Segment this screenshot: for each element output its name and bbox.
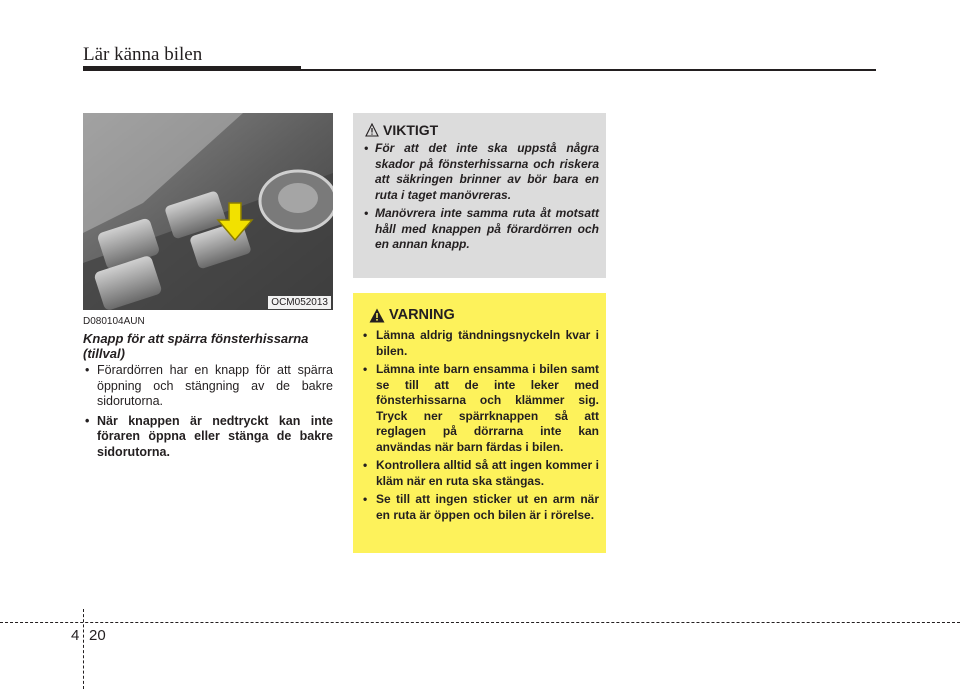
- notice-list: [362, 141, 599, 256]
- warning-heading: VARNING: [389, 307, 455, 323]
- chapter-number: 4: [71, 627, 80, 644]
- footer-divider: [83, 609, 84, 689]
- warning-item: • Se till att ingen sticker ut en arm när en ruta är öppen och bilen är i rörelse.: [361, 492, 599, 523]
- section-bullet: • Förardörren har en knapp för att spärra öppning och stängning av de bakre sidorutorna.: [83, 363, 333, 410]
- notice-box: [353, 113, 606, 278]
- header-rule-thick: [83, 66, 301, 71]
- page-number: 20: [89, 627, 106, 644]
- door-switch-photo: [83, 113, 333, 310]
- photo-code: OCM052013: [268, 296, 331, 309]
- section-title: Knapp för att spärra fönsterhissarna (tillval): [83, 331, 309, 361]
- warning-box: [353, 293, 606, 553]
- notice-item: • För att det inte ska uppstå några skador på fönsterhissarna och riskera att säkringen brinner av bör bara en ruta i taget manövreras.: [362, 141, 599, 203]
- caution-icon: [365, 123, 379, 137]
- page-header-title: Lär känna bilen: [83, 44, 203, 65]
- notice-heading: VIKTIGT: [383, 122, 439, 138]
- warning-item: • Lämna aldrig tändningsnyckeln kvar i bilen.: [361, 328, 599, 359]
- warning-list: [361, 328, 599, 526]
- warning-item: • Lämna inte barn ensamma i bilen samt se till att de inte leker med fönsterhissarna och klämmer sig. Tryck ner spärrknappen så att reglagen på dörrarna inte kan användas när barn färdas i bilen.: [361, 362, 599, 455]
- warning-icon: [369, 308, 385, 323]
- warning-item: • Kontrollera alltid så att ingen kommer i kläm när en ruta ska stängas.: [361, 458, 599, 489]
- footer-rule: [0, 622, 960, 623]
- header-rule-thin: [301, 69, 876, 71]
- section-bullet: • När knappen är nedtryckt kan inte föraren öppna eller stänga de bakre sidorutorna.: [83, 414, 333, 461]
- notice-item: • Manövrera inte samma ruta åt motsatt håll med knappen på förardörren och en annan knapp.: [362, 206, 599, 253]
- section-bullets: [83, 363, 333, 464]
- section-code: D080104AUN: [83, 316, 145, 327]
